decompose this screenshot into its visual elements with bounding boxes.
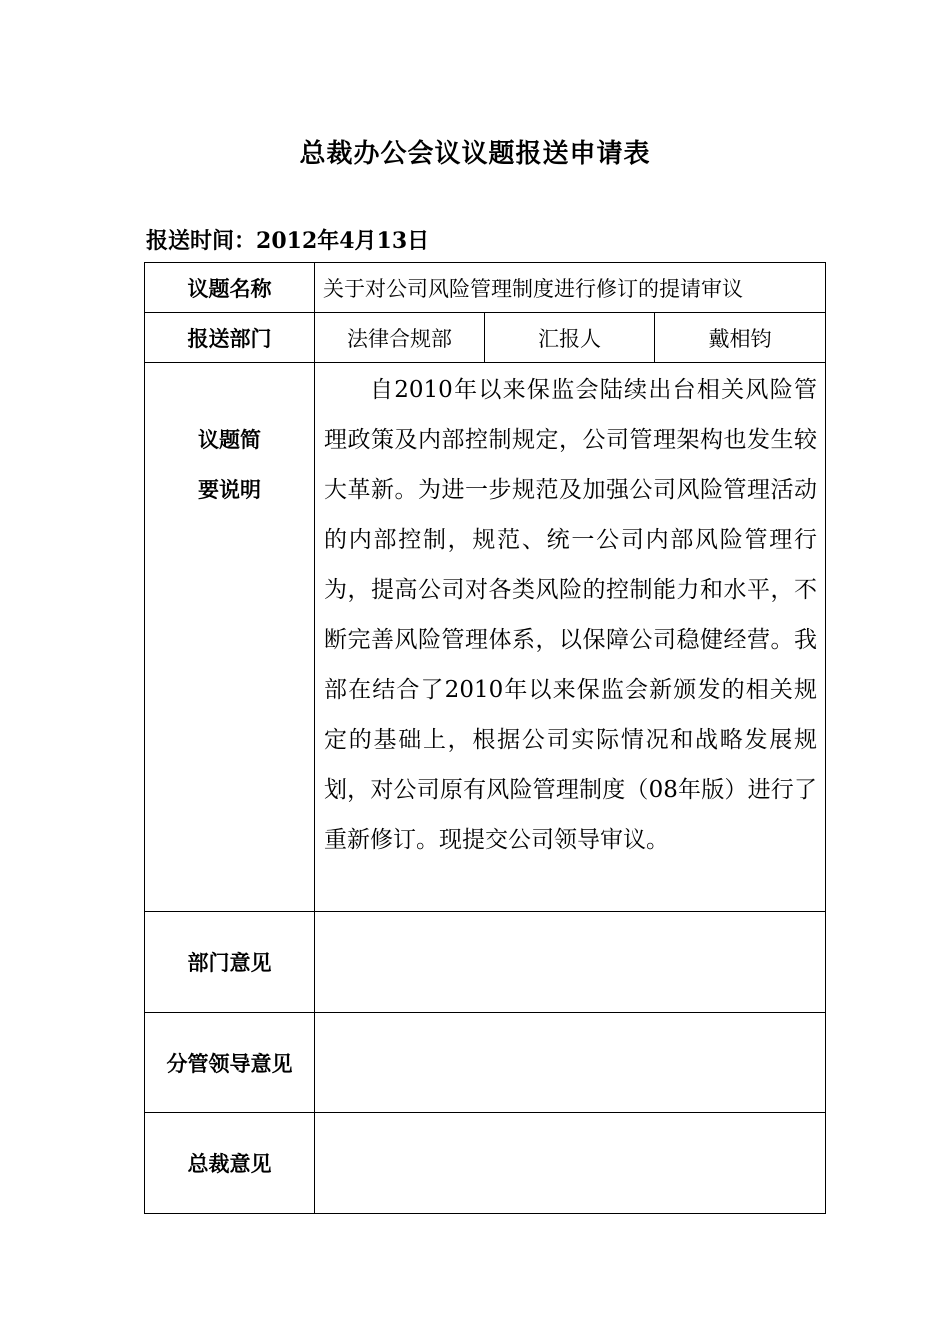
- topic-name-row: [145, 263, 826, 313]
- topic-name-label: 议题名称: [145, 263, 315, 313]
- submit-time-label: 报送时间：: [146, 228, 257, 254]
- dept-opinion-field[interactable]: [315, 912, 826, 1013]
- description-label-line2: 要说明: [198, 477, 261, 502]
- reporter-label: 汇报人: [485, 313, 655, 363]
- department-row: [145, 313, 826, 363]
- leader-opinion-field[interactable]: [315, 1013, 826, 1113]
- topic-name-value: 关于对公司风险管理制度进行修订的提请审议: [315, 263, 826, 313]
- submit-time-value: 2012年4月13日: [256, 228, 430, 254]
- description-label: [145, 363, 315, 912]
- description-label-line1: 议题简: [198, 427, 261, 452]
- leader-opinion-row: [145, 1013, 826, 1113]
- president-opinion-field[interactable]: [315, 1113, 826, 1214]
- description-text: 自2010年以来保监会陆续出台相关风险管理政策及内部控制规定，公司管理架构也发生较大革新。为进一步规范及加强公司风险管理活动的内部控制，规范、统一公司内部风险管理行为，提高公司对各类风险的控制能力和水平，不断完善风险管理体系，以保障公司稳健经营。我部在结合了2010年以来保监会新颁发的相关规定的基础上，根据公司实际情况和战略发展规划，对公司原有风险管理制度（08年版）进行了重新修订。现提交公司领导审议。: [315, 363, 826, 912]
- president-opinion-row: [145, 1113, 826, 1214]
- department-label: 报送部门: [145, 313, 315, 363]
- department-value: 法律合规部: [315, 313, 485, 363]
- application-form-table: [144, 262, 826, 1214]
- document-title: 总裁办公会议议题报送申请表: [299, 139, 651, 169]
- description-row: [145, 363, 826, 912]
- dept-opinion-row: [145, 912, 826, 1013]
- president-opinion-label: 总裁意见: [145, 1113, 315, 1214]
- submit-time-line: [146, 224, 429, 255]
- leader-opinion-label: 分管领导意见: [145, 1013, 315, 1113]
- dept-opinion-label: 部门意见: [145, 912, 315, 1013]
- reporter-value: 戴相钧: [655, 313, 826, 363]
